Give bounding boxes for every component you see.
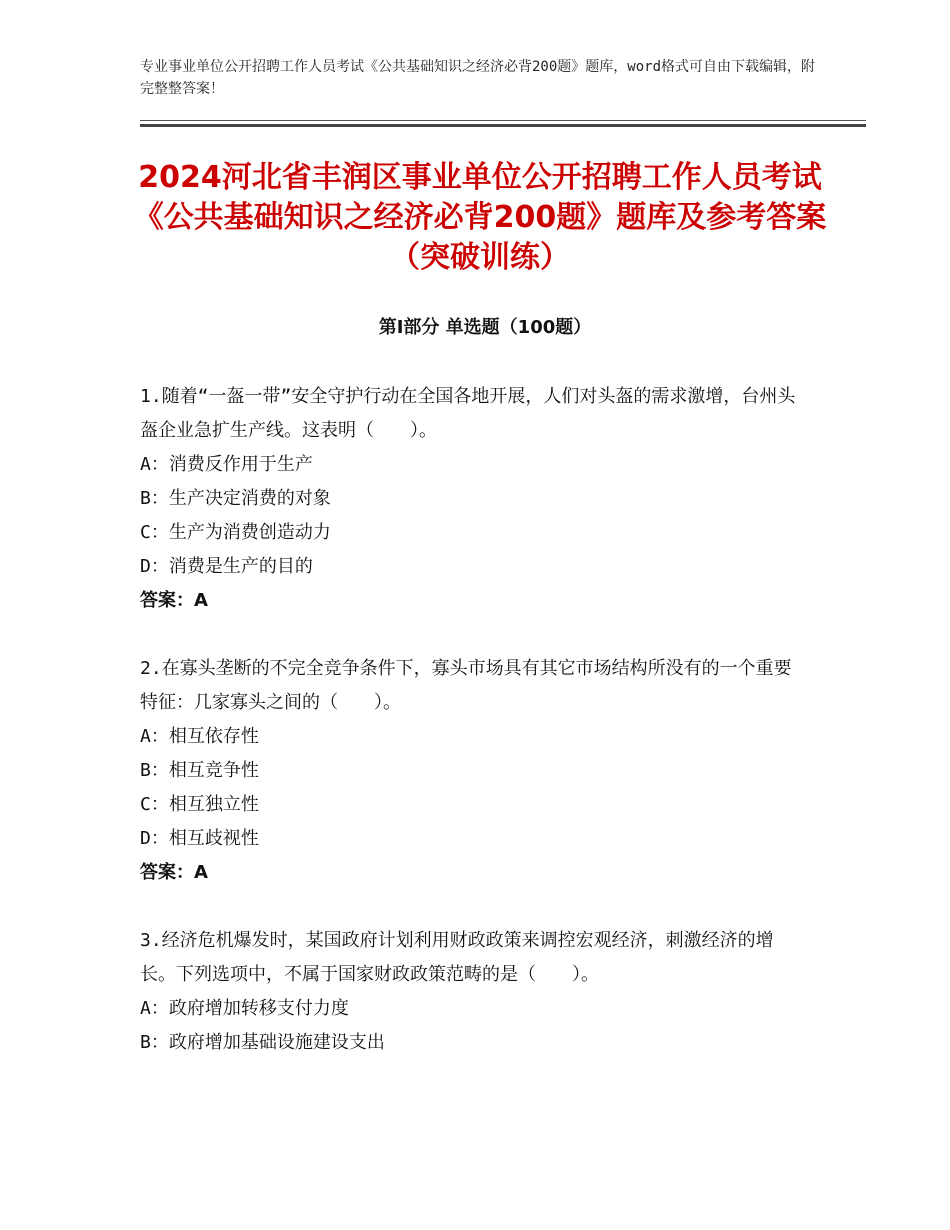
document-title: 2024河北省丰润区事业单位公开招聘工作人员考试《公共基础知识之经济必背200题》题库及参考答案（突破训练） bbox=[133, 160, 827, 275]
answer: 答案：A bbox=[140, 590, 208, 611]
question-stem: 1.随着“一盔一带”安全守护行动在全国各地开展，人们对头盔的需求激增，台州头盔企业急扩生产线。这表明（ ）。 bbox=[140, 386, 796, 441]
header-note: 专业事业单位公开招聘工作人员考试《公共基础知识之经济必背200题》题库，word格式可自由下载编辑，附完整整答案！ bbox=[140, 59, 815, 97]
option-b: B：政府增加基础设施建设支出 bbox=[140, 1032, 385, 1053]
option-a: A：相互依存性 bbox=[140, 726, 259, 747]
question-spacer bbox=[140, 890, 800, 924]
option-a: A：消费反作用于生产 bbox=[140, 454, 313, 475]
option-c: C：相互独立性 bbox=[140, 794, 259, 815]
header-divider-thin bbox=[140, 120, 866, 121]
option-b: B：相互竞争性 bbox=[140, 760, 259, 781]
option-b: B：生产决定消费的对象 bbox=[140, 488, 331, 509]
answer: 答案：A bbox=[140, 862, 208, 883]
question-spacer bbox=[140, 618, 800, 652]
question-stem: 2.在寡头垄断的不完全竞争条件下，寡头市场具有其它市场结构所没有的一个重要特征：几家寡头之间的（ ）。 bbox=[140, 658, 792, 713]
question-stem: 3.经济危机爆发时，某国政府计划利用财政政策来调控宏观经济，刺激经济的增长。下列选项中，不属于国家财政政策范畴的是（ ）。 bbox=[140, 930, 774, 985]
option-d: D：消费是生产的目的 bbox=[140, 556, 313, 577]
option-d: D：相互歧视性 bbox=[140, 828, 259, 849]
option-c: C：生产为消费创造动力 bbox=[140, 522, 331, 543]
option-a: A：政府增加转移支付力度 bbox=[140, 998, 349, 1019]
section-title: 第Ⅰ部分 单选题（100题） bbox=[378, 317, 592, 338]
question-list bbox=[140, 380, 800, 1060]
question-1 bbox=[140, 380, 800, 618]
header-divider-thick bbox=[140, 124, 866, 127]
question-2 bbox=[140, 652, 800, 890]
question-3 bbox=[140, 924, 800, 1060]
